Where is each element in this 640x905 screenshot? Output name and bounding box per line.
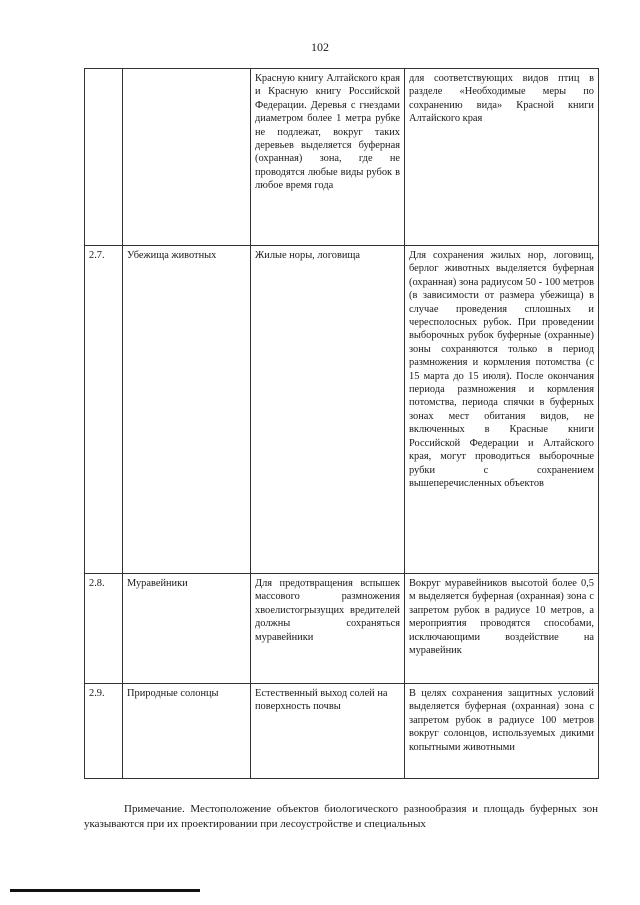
row-number-cell: 2.8. (85, 574, 123, 684)
table-note: Примечание. Местоположение объектов биологического разнообразия и площадь буферных зон указываются при их проектировании при лесоустройстве и специальных (84, 803, 598, 830)
row-number-cell: 2.7. (85, 246, 123, 574)
footnote-separator (10, 889, 200, 892)
object-name-cell: Убежища животных (123, 246, 251, 574)
table-row (85, 574, 599, 684)
row-number-cell (85, 69, 123, 246)
measures-cell: для соответствующих видов птиц в разделе «Необходимые меры по сохранению вида» Красной книги Алтайского края (405, 69, 599, 246)
measures-cell: Для сохранения жилых нор, логовищ, берлог животных выделяется буферная (охранная) зона радиусом 50 - 100 метров (в зависимости от размера убежища) в случае проведения сплошных и чересполосных рубок. При проведении выборочных рубок буферные (охранные) зоны сохраняются только в период размножения и кормления потомства (с 15 марта до 15 июля). После окончания периода размножения и кормления потомства, периода спячки в буферных зонах мест обитания видов, не включенных в Красные книги Российской Федерации и Алтайского края, могут проводиться выборочные рубки с сохранением вышеперечисленных объектов (405, 246, 599, 574)
table-row (85, 69, 599, 246)
object-name-cell: Природные солонцы (123, 684, 251, 779)
measures-cell: Вокруг муравейников высотой более 0,5 м выделяется буферная (охранная) зона с запретом рубок в радиусе 10 метров, а мероприятия проводятся способами, исключающими воздействие на муравейник (405, 574, 599, 684)
feature-cell: Красную книгу Алтайского края и Красную книгу Российской Федерации. Деревья с гнездами диаметром более 1 метра рубке не подлежат, вокруг таких деревьев выделяется буферная (охранная) зона, где не проводятся любые виды рубок в любое время года (251, 69, 405, 246)
table-row (85, 246, 599, 574)
measures-cell: В целях сохранения защитных условий выделяется буферная (охранная) зона с запретом рубок в радиусе 100 метров вокруг солонцов, используемых дикими копытными животными (405, 684, 599, 779)
biodiversity-objects-table (84, 68, 599, 779)
object-name-cell (123, 69, 251, 246)
page-number: 102 (311, 40, 329, 54)
table-row (85, 684, 599, 779)
row-number-cell: 2.9. (85, 684, 123, 779)
feature-cell: Жилые норы, логовища (251, 246, 405, 574)
feature-cell: Естественный выход солей на поверхность почвы (251, 684, 405, 779)
object-name-cell: Муравейники (123, 574, 251, 684)
feature-cell: Для предотвращения вспышек массового размножения хвоелистогрызущих вредителей должны сохраняться муравейники (251, 574, 405, 684)
